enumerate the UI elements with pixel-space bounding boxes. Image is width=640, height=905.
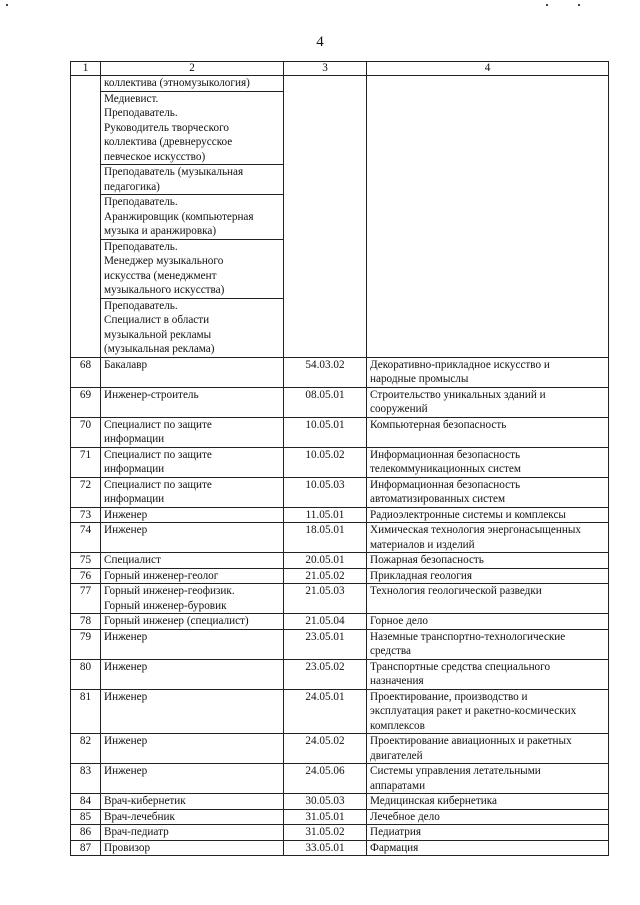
qualification-cell <box>101 76 284 358</box>
row-number-cell: 74 <box>71 523 101 553</box>
code-cell: 21.05.02 <box>284 568 367 584</box>
table-row <box>71 840 609 856</box>
code-cell: 10.05.02 <box>284 447 367 477</box>
table-row <box>71 447 609 477</box>
code-cell: 18.05.01 <box>284 523 367 553</box>
specialty-cell: Информационная безопасность автоматизированных систем <box>367 477 609 507</box>
qualification-entry: коллектива (этномузыкология) <box>104 77 250 89</box>
column-header: 2 <box>101 62 284 76</box>
row-number-cell: 73 <box>71 507 101 523</box>
scan-mark <box>578 4 580 6</box>
row-number-cell: 86 <box>71 825 101 841</box>
row-number-cell: 81 <box>71 689 101 734</box>
qualification-cell: Бакалавр <box>101 357 284 387</box>
qualification-cell: Инженер <box>101 734 284 764</box>
specialty-cell: Медицинская кибернетика <box>367 794 609 810</box>
code-cell: 23.05.02 <box>284 659 367 689</box>
qualification-cell: Врач-лечебник <box>101 809 284 825</box>
qualification-cell: Инженер <box>101 659 284 689</box>
specialty-cell: Технология геологической разведки <box>367 584 609 614</box>
qualification-cell: Горный инженер-геофизик. Горный инженер-буровик <box>101 584 284 614</box>
qualification-entry: Преподаватель. Менеджер музыкального искусства (менеджмент музыкального искусства) <box>101 239 283 298</box>
code-cell: 10.05.03 <box>284 477 367 507</box>
specialty-cell: Лечебное дело <box>367 809 609 825</box>
specialty-cell: Декоративно-прикладное искусство и народные промыслы <box>367 357 609 387</box>
table-row <box>71 417 609 447</box>
table-row <box>71 659 609 689</box>
row-number-cell: 82 <box>71 734 101 764</box>
qualification-cell: Инженер <box>101 507 284 523</box>
table-row <box>71 689 609 734</box>
column-header: 3 <box>284 62 367 76</box>
table-row <box>71 614 609 630</box>
qualification-cell: Врач-педиатр <box>101 825 284 841</box>
row-number-cell: 77 <box>71 584 101 614</box>
row-number-cell <box>71 76 101 358</box>
row-number-cell: 71 <box>71 447 101 477</box>
scan-mark <box>546 4 548 6</box>
table-row <box>71 809 609 825</box>
code-cell: 10.05.01 <box>284 417 367 447</box>
qualification-entry: Преподаватель (музыкальная педагогика) <box>101 164 283 194</box>
code-cell: 24.05.06 <box>284 764 367 794</box>
specialty-cell: Информационная безопасность телекоммуникационных систем <box>367 447 609 477</box>
qualification-cell: Инженер-строитель <box>101 387 284 417</box>
table-row <box>71 507 609 523</box>
row-number-cell: 72 <box>71 477 101 507</box>
specialty-cell: Системы управления летательными аппаратами <box>367 764 609 794</box>
code-cell: 54.03.02 <box>284 357 367 387</box>
code-cell: 21.05.04 <box>284 614 367 630</box>
table-header-row <box>71 62 609 76</box>
specialty-cell: Проектирование авиационных и ракетных двигателей <box>367 734 609 764</box>
table-row <box>71 629 609 659</box>
table-row <box>71 357 609 387</box>
specialty-cell: Педиатрия <box>367 825 609 841</box>
qualification-cell: Специалист по защите информации <box>101 477 284 507</box>
row-number-cell: 76 <box>71 568 101 584</box>
specialty-cell: Химическая технология энергонасыщенных материалов и изделий <box>367 523 609 553</box>
code-cell: 21.05.03 <box>284 584 367 614</box>
specialty-cell: Наземные транспортно-технологические средства <box>367 629 609 659</box>
row-number-cell: 78 <box>71 614 101 630</box>
row-number-cell: 69 <box>71 387 101 417</box>
specialties-table <box>70 61 609 856</box>
column-header: 1 <box>71 62 101 76</box>
row-number-cell: 85 <box>71 809 101 825</box>
table-row <box>71 825 609 841</box>
table-row <box>71 584 609 614</box>
row-number-cell: 87 <box>71 840 101 856</box>
specialty-cell: Радиоэлектронные системы и комплексы <box>367 507 609 523</box>
table-row <box>71 764 609 794</box>
qualification-cell: Горный инженер-геолог <box>101 568 284 584</box>
table-row <box>71 734 609 764</box>
qualification-cell: Специалист по защите информации <box>101 447 284 477</box>
code-cell: 31.05.01 <box>284 809 367 825</box>
code-cell <box>284 76 367 358</box>
code-cell: 33.05.01 <box>284 840 367 856</box>
specialty-cell: Горное дело <box>367 614 609 630</box>
table-row <box>71 523 609 553</box>
qualification-entry: Преподаватель. Аранжировщик (компьютерная музыка и аранжировка) <box>101 194 283 239</box>
row-number-cell: 75 <box>71 553 101 569</box>
qualification-cell: Инженер <box>101 764 284 794</box>
row-number-cell: 79 <box>71 629 101 659</box>
qualification-cell: Инженер <box>101 689 284 734</box>
qualification-cell: Провизор <box>101 840 284 856</box>
continuation-row <box>71 76 609 358</box>
table-row <box>71 794 609 810</box>
qualification-cell: Специалист <box>101 553 284 569</box>
qualification-cell: Врач-кибернетик <box>101 794 284 810</box>
qualification-cell: Инженер <box>101 523 284 553</box>
table-row <box>71 553 609 569</box>
code-cell: 24.05.02 <box>284 734 367 764</box>
specialty-cell <box>367 76 609 358</box>
code-cell: 23.05.01 <box>284 629 367 659</box>
table-row <box>71 387 609 417</box>
qualification-cell: Горный инженер (специалист) <box>101 614 284 630</box>
specialty-cell: Транспортные средства специального назначения <box>367 659 609 689</box>
specialty-cell: Фармация <box>367 840 609 856</box>
row-number-cell: 83 <box>71 764 101 794</box>
code-cell: 24.05.01 <box>284 689 367 734</box>
code-cell: 20.05.01 <box>284 553 367 569</box>
row-number-cell: 84 <box>71 794 101 810</box>
specialty-cell: Компьютерная безопасность <box>367 417 609 447</box>
table-row <box>71 477 609 507</box>
row-number-cell: 70 <box>71 417 101 447</box>
specialty-cell: Проектирование, производство и эксплуатация ракет и ракетно-космических комплексов <box>367 689 609 734</box>
row-number-cell: 68 <box>71 357 101 387</box>
qualification-entry: Преподаватель. Специалист в области музыкальной рекламы (музыкальная реклама) <box>101 298 283 357</box>
specialty-cell: Пожарная безопасность <box>367 553 609 569</box>
page-number: 4 <box>316 34 324 50</box>
qualification-cell: Инженер <box>101 629 284 659</box>
code-cell: 11.05.01 <box>284 507 367 523</box>
code-cell: 31.05.02 <box>284 825 367 841</box>
specialty-cell: Строительство уникальных зданий и сооружений <box>367 387 609 417</box>
specialty-cell: Прикладная геология <box>367 568 609 584</box>
qualification-cell: Специалист по защите информации <box>101 417 284 447</box>
code-cell: 08.05.01 <box>284 387 367 417</box>
row-number-cell: 80 <box>71 659 101 689</box>
qualification-entry: Медиевист. Преподаватель. Руководитель творческого коллектива (древнерусское певческое искусство) <box>101 91 283 165</box>
scan-mark <box>6 4 8 6</box>
table-row <box>71 568 609 584</box>
column-header: 4 <box>367 62 609 76</box>
code-cell: 30.05.03 <box>284 794 367 810</box>
